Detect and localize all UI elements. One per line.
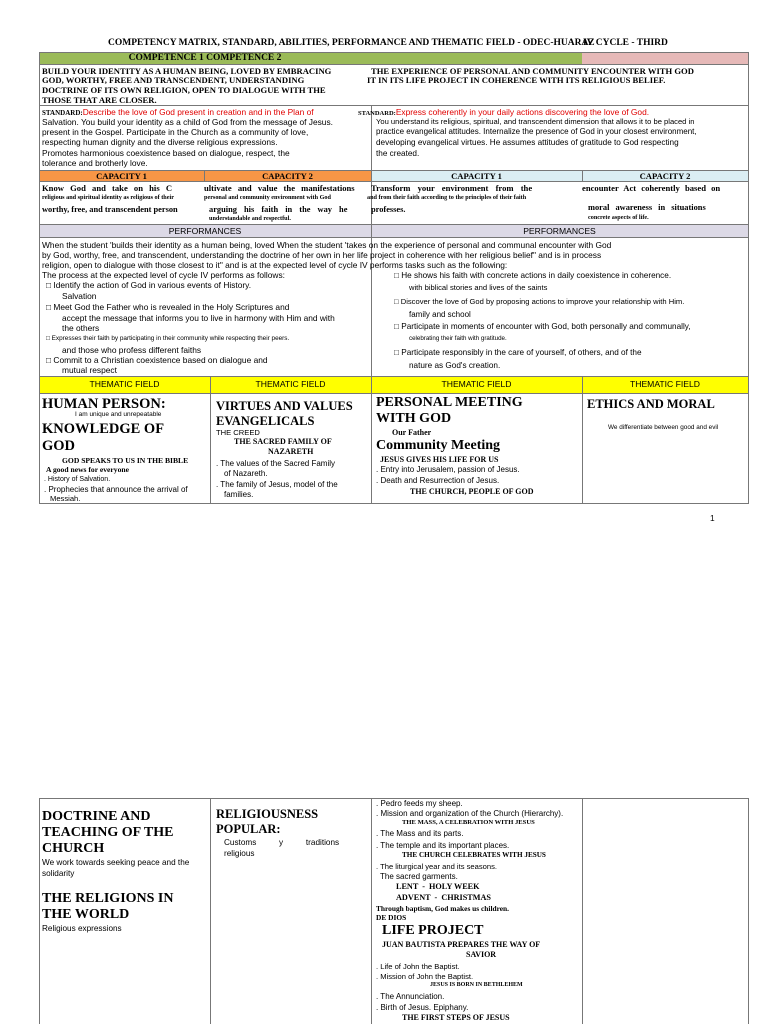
thematic-3-heading-a: PERSONAL MEETING [376,395,523,410]
performance-right-item-2 [394,297,684,306]
standard-right-first [358,107,649,117]
performance-left-item-2b: accept the message that informs you to live in harmony with Him and with [62,313,335,323]
p2-col3-sub-4: ADVENT - CHRISTMAS [396,893,491,902]
capacity-4-line-1: encounter Act coherently based on [582,183,721,193]
thematic-1-heading: HUMAN PERSON: [42,396,166,412]
thematic-1-item-3: Messiah. [50,494,81,503]
performance-right-item-1 [394,271,671,280]
performance-right-item-4 [394,348,642,357]
competence-1-line-3: DOCTRINE OF ITS OWN RELIGION, OPEN TO DIALOGUE WITH THE [42,85,326,95]
competence-1-line-2: GOD, WORTHY, FREE AND TRANSCENDENT, UNDERSTANDING [42,75,305,85]
competence-2-line-2: IT IN ITS LIFE PROJECT IN COHERENCE WITH ITS RELIGIOUS BELIEF. [367,75,666,85]
thematic-1-item-1: . History of Salvation. [44,476,111,483]
standard-left-line-5: tolerance and brotherly love. [42,158,148,168]
list-item: Discover the love of God by proposing actions to improve your relationship with Him. [400,297,685,306]
capacity-3-line-2: and from their faith according to the principles of their faith [367,194,527,201]
performance-left-item-1b: Salvation [62,291,97,301]
p2-col3-item-3: . The Mass and its parts. [376,829,464,838]
capacity-2-line-1: ultivate and value the manifestations [204,183,355,193]
capacity-3-label: CAPACITY 1 [451,171,502,181]
standard-left-red: Describe the love of God present in creation and in the Plan of [82,107,314,117]
performance-right-item-1b: with biblical stories and lives of the saints [409,283,548,292]
thematic-4-sub: We differentiate between good and evil [608,424,719,431]
thematic-3-sub-1: Our Father [392,428,432,437]
doc-title: COMPETENCY MATRIX, STANDARD, ABILITIES, PERFORMANCE AND THEMATIC FIELD - ODEC-HUARAZ [108,38,595,48]
p2-col3-item-6: The sacred garments. [380,872,458,881]
capacity-3-line-3: professes. [371,205,406,214]
p2-col3-sub-7a: JUAN BAUTISTA PREPARES THE WAY OF [382,940,541,949]
list-item: Commit to a Christian coexistence based on dialogue and [53,355,268,365]
thematic-2-heading-a: VIRTUES AND VALUES [216,399,353,413]
performance-right-item-4b: nature as God's creation. [409,361,501,370]
performance-left-item-4b: mutual respect [62,365,117,375]
competence-1-line-4: THOSE THAT ARE CLOSER. [42,95,157,105]
competence-band-pink [582,52,748,64]
p2-col3-sub-8: JESUS IS BORN IN BETHLEHEM [430,982,523,988]
thematic-1-sub-2: GOD SPEAKS TO US IN THE BIBLE [62,456,189,465]
bullet-icon: □ [46,355,52,365]
standard-left-line-4: Promotes harmonious coexistence based on dialogue, respect, the [42,148,290,158]
standard-right-line-2: practice evangelical attitudes. Internalize the presence of God in your closest environment, [376,127,697,136]
performance-left-item-1 [46,280,251,290]
thematic-2-heading-b: EVANGELICALS [216,414,315,428]
p2-col1-heading-a: DOCTRINE AND [42,809,151,824]
bullet-icon: □ [394,271,399,280]
thematic-1-sub-3: A good news for everyone [46,465,129,474]
performance-left-item-2c: the others [62,323,100,333]
p2-col1-sub-a: We work towards seeking peace and the [42,858,190,867]
thematic-2-item-1: . The values of the Sacred Family [216,459,336,468]
bullet-icon: □ [46,335,50,342]
performances-intro-1: When the student 'builds their identity as a human being, loved When the student 'takes on the experience of personal and communal encounter with God [42,240,612,250]
thematic-3-heading-b: WITH GOD [376,411,452,426]
list-item: Identify the action of God in various events of History. [53,280,252,290]
performances-intro-2: by God, worthy, free, and transcendent, understanding the doctrine of her own in her life project in coherence with her religious belief" and is in process [42,250,602,260]
capacity-2-line-3: arguing his faith in the way he [209,205,348,214]
p2-col3-sub-1: THE MASS, A CELEBRATION WITH JESUS [402,819,535,826]
competence-header: COMPETENCE 1 COMPETENCE 2 [128,53,282,63]
p2-col3-item-7: . Life of John the Baptist. [376,962,460,971]
thematic-3-item-1: . Entry into Jerusalem, passion of Jesus. [376,465,520,474]
p2-col1-sub-b: solidarity [42,869,75,878]
performances-label-left: PERFORMANCES [168,226,242,236]
thematic-label-1: THEMATIC FIELD [89,379,160,389]
thematic-2-sub-1: THE CREED [216,428,260,437]
thematic-3-heading-2: Community Meeting [376,438,501,453]
list-item: Participate responsibly in the care of yourself, of others, and of the [401,348,642,357]
p2-col1-heading-c: CHURCH [42,841,105,856]
standard-right-line-3: developing evangelical virtues. He assumes attitudes of gratitude to God respecting [376,138,679,147]
thematic-4-heading: ETHICS AND MORAL [587,397,715,411]
list-item: He shows his faith with concrete actions in daily coexistence in coherence. [401,271,672,280]
competence-1-line-1: BUILD YOUR IDENTITY AS A HUMAN BEING, LOVED BY EMBRACING [42,66,332,76]
p2-col3-sub-2: THE CHURCH CELEBRATES WITH JESUS [402,851,546,859]
performance-left-item-3b: and those who profess different faiths [62,345,202,355]
thematic-1-sub: I am unique and unrepeatable [75,411,162,418]
performance-left-item-2 [46,302,289,312]
bullet-icon: □ [46,280,52,290]
capacity-2-line-2: personal and community environment with God [204,194,331,201]
performance-left-item-4 [46,355,268,365]
list-item: Expresses their faith by participating in their community while respecting their peers. [51,335,290,342]
p2-col3-sub-5: Through baptism, God makes us children. [376,904,509,913]
p2-col3-sub-9: THE FIRST STEPS OF JESUS [402,1013,510,1022]
p2-col3-item-8: . Mission of John the Baptist. [376,972,474,981]
thematic-2-sub-2a: THE SACRED FAMILY OF [234,437,332,446]
thematic-label-3: THEMATIC FIELD [441,379,512,389]
bullet-icon: □ [394,348,399,357]
performance-right-item-3b: celebrating their faith with gratitude. [409,335,507,342]
standard-left-line-2: present in the Gospel. Participate in the Church as a community of love, [42,127,309,137]
p2-col1-heading-2b: THE WORLD [42,907,130,922]
standard-left-line-1: Salvation. You build your identity as a child of God from the message of Jesus. [42,117,333,127]
thematic-2-item-2: of Nazareth. [224,469,268,478]
performance-right-item-3 [394,322,691,331]
p2-col3-sub-3: LENT - HOLY WEEK [396,882,480,891]
p2-col3-item-5: . The liturgical year and its seasons. [376,862,497,871]
standard-right-line-4: the created. [376,149,420,158]
performances-label-right: PERFORMANCES [523,226,596,236]
performance-right-item-2b: family and school [409,310,471,319]
capacity-2-label: CAPACITY 2 [262,171,313,181]
list-item: Meet God the Father who is revealed in the Holy Scriptures and [53,302,290,312]
thematic-2-item-4: families. [224,490,254,499]
thematic-3-sub-2: JESUS GIVES HIS LIFE FOR US [380,455,499,464]
capacity-1-line-1: Know God and take on his C [42,183,173,193]
standard-label: STANDARD: [42,109,83,117]
competence-band-right [371,52,582,64]
bullet-icon: □ [394,322,399,331]
capacity-1-label: CAPACITY 1 [96,171,147,181]
p2-col2-sub-a: Customs y traditions [224,838,340,847]
performances-intro-4: The process at the expected level of cycle IV performs as follows: [42,270,285,280]
p2-col3-item-1: . Pedro feeds my sheep. [376,799,463,808]
p2-col2-heading-a: RELIGIOUSNESS [216,807,319,821]
capacity-4-line-3: concrete aspects of life. [588,214,649,221]
capacity-1-line-3: worthy, free, and transcendent person [42,205,178,214]
p2-col3-sub-7b: SAVIOR [466,950,497,959]
capacity-2-line-4: understandable and respectful. [209,215,291,222]
standard-right-line-1: You understand its religious, spiritual, and transcendent dimension that allows it to be placed in [376,117,695,126]
doc-cycle: IV CYCLE - THIRD [583,38,668,48]
capacity-4-label: CAPACITY 2 [639,171,691,181]
thematic-3-item-2: . Death and Resurrection of Jesus. [376,476,500,485]
p2-col1-heading-b: TEACHING OF THE [42,825,174,840]
bullet-icon: □ [394,297,399,306]
capacity-1-line-2: religious and spiritual identity as religious of their [42,194,174,201]
p2-col1-heading-2a: THE RELIGIONS IN [42,891,174,906]
capacity-3-line-1: Transform your environment from the [371,183,533,193]
thematic-3-sub-3: THE CHURCH, PEOPLE OF GOD [410,487,534,496]
thematic-1-item-2: . Prophecies that announce the arrival of [44,485,188,494]
thematic-2-sub-2b: NAZARETH [268,447,314,456]
p2-col3-item-9: . The Annunciation. [376,992,445,1001]
page-number: 1 [710,513,715,523]
thematic-label-2: THEMATIC FIELD [255,379,326,389]
capacity-4-line-2: moral awareness in situations [588,203,706,212]
p2-col2-heading-b: POPULAR: [216,822,281,836]
p2-col2-sub-b: religious [224,849,255,858]
p2-col3-item-4: . The temple and its important places. [376,841,510,850]
thematic-1-heading-2a: KNOWLEDGE OF [42,421,165,437]
standard-left-line-3: respecting human dignity and the diverse religious expressions. [42,137,278,147]
thematic-label-4: THEMATIC FIELD [629,379,701,389]
standard-right-red: Express coherently in your daily actions discovering the love of God. [395,107,650,117]
standard-left-first [42,107,314,117]
thematic-2-item-3: . The family of Jesus, model of the [216,480,338,489]
competence-2-line-1: THE EXPERIENCE OF PERSONAL AND COMMUNITY ENCOUNTER WITH GOD [371,66,694,76]
bullet-icon: □ [46,302,52,312]
p2-col1-sub-2: Religious expressions [42,924,122,933]
list-item: Participate in moments of encounter with God, both personally and communally, [401,322,691,331]
thematic-1-heading-2b: GOD [42,438,76,454]
p2-col3-sub-6: DE DIOS [376,913,407,922]
standard-right-label: STANDARD: [358,110,396,117]
p2-col3-heading: LIFE PROJECT [382,923,484,938]
performance-left-item-3 [46,335,289,342]
performances-intro-3: religion, open to dialogue with those closest to it" and is at the expected level of cycle IV performs tasks such as the following: [42,260,508,270]
p2-col3-item-10: . Birth of Jesus. Epiphany. [376,1003,469,1012]
p2-col3-item-2: . Mission and organization of the Church (Hierarchy). [376,809,564,818]
